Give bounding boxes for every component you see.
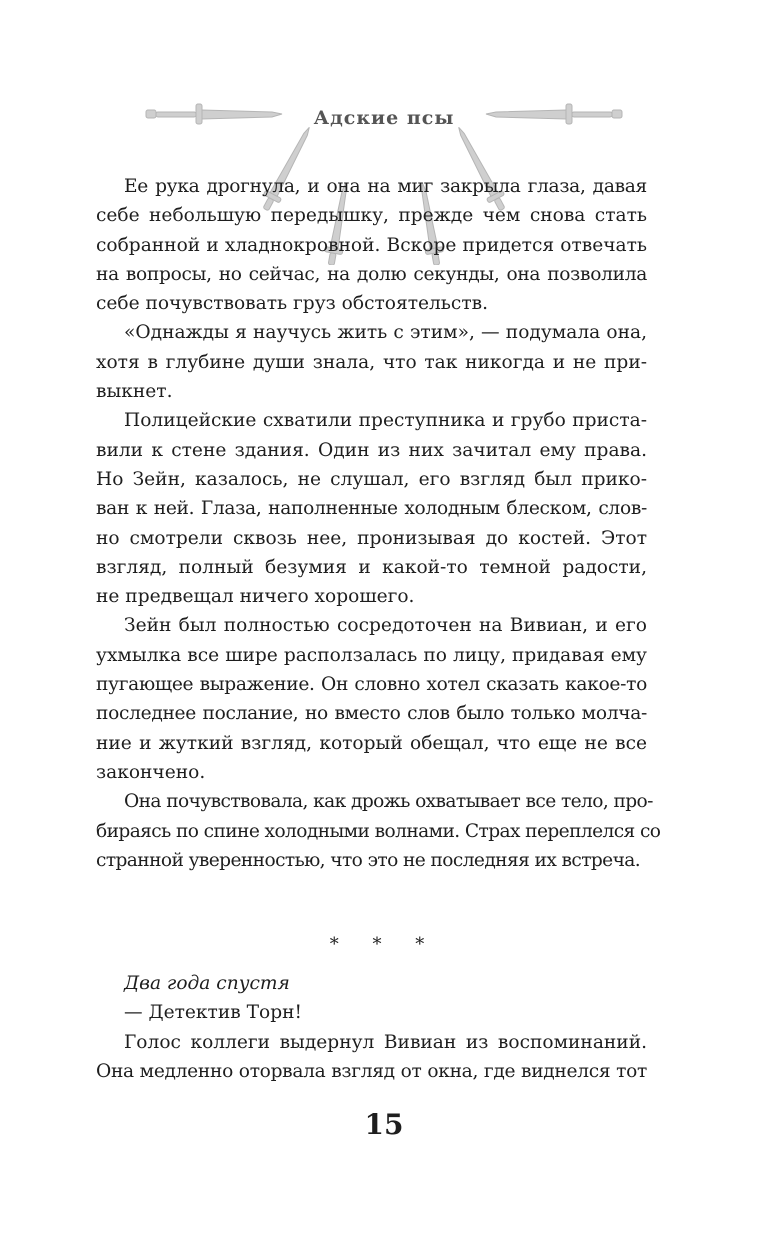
body-text	[96, 172, 661, 875]
text-line: Зейн был полностью сосредоточен на Вивиан, и его	[124, 615, 647, 637]
text-line: вили к стене здания. Один из них зачитал ему права.	[96, 439, 647, 461]
text-line: Полицейские схватили преступника и грубо приста-	[124, 410, 647, 432]
text-line: Ее рука дрогнула, и она на миг закрыла глаза, давая	[124, 176, 647, 197]
section-subtitle: Два года спустя	[124, 973, 290, 994]
text-line: не предвещал ничего хорошего.	[96, 586, 415, 608]
text-line: ухмылка все шире расползалась по лицу, придавая ему	[96, 644, 647, 666]
text-line: взгляд, полный безумия и какой-то темной радости,	[96, 556, 647, 578]
text-line: странной уверенностью, что это не последняя их встреча.	[96, 849, 641, 871]
paragraph	[96, 611, 647, 787]
text-line: Голос коллеги выдернул Вивиан из воспоминаний.	[124, 1031, 647, 1053]
text-line: на вопросы, но сейчас, на долю секунды, она позволила	[96, 263, 647, 285]
text-line: выкнет.	[96, 381, 173, 403]
text-line: Она почувствовала, как дрожь охватывает все тело, про-	[124, 791, 653, 813]
text-line: хотя в глубине души знала, что так никогда и не при-	[96, 351, 647, 373]
text-line: бираясь по спине холодными волнами. Страх переплелся со	[96, 820, 661, 842]
paragraph	[96, 406, 647, 611]
paragraph	[96, 787, 661, 875]
text-line: закончено.	[96, 761, 206, 783]
text-line: Но Зейн, казалось, не слушал, его взгляд был прико-	[96, 468, 647, 490]
page-number: 15	[364, 1108, 404, 1141]
text-line: пугающее выражение. Он словно хотел сказать какое-то	[96, 674, 647, 696]
text-line: себе почувствовать груз обстоятельств.	[96, 293, 489, 315]
text-line: себе небольшую передышку, прежде чем снова стать	[96, 205, 647, 227]
text-line: ван к ней. Глаза, наполненные холодным блеском, слов-	[96, 498, 647, 520]
text-line: собранной и хладнокровной. Вскоре придется отвечать	[96, 234, 647, 256]
section-break: * * *	[329, 934, 439, 955]
section-two	[96, 969, 647, 1086]
dialogue-line: — Детектив Торн!	[124, 1002, 302, 1024]
text-line: «Однажды я научусь жить с этим», — подумала она,	[124, 322, 647, 344]
text-line: но смотрели сквозь нее, пронизывая до костей. Этот	[96, 527, 647, 549]
text-line: ние и жуткий взгляд, который обещал, что еще не все	[96, 732, 647, 754]
paragraph	[96, 172, 647, 318]
text-line: последнее послание, но вместо слов было только молча-	[96, 703, 647, 725]
paragraph	[96, 318, 647, 406]
running-title: Адские псы	[313, 107, 455, 129]
text-line: Она медленно оторвала взгляд от окна, где виднелся тот	[96, 1060, 647, 1082]
